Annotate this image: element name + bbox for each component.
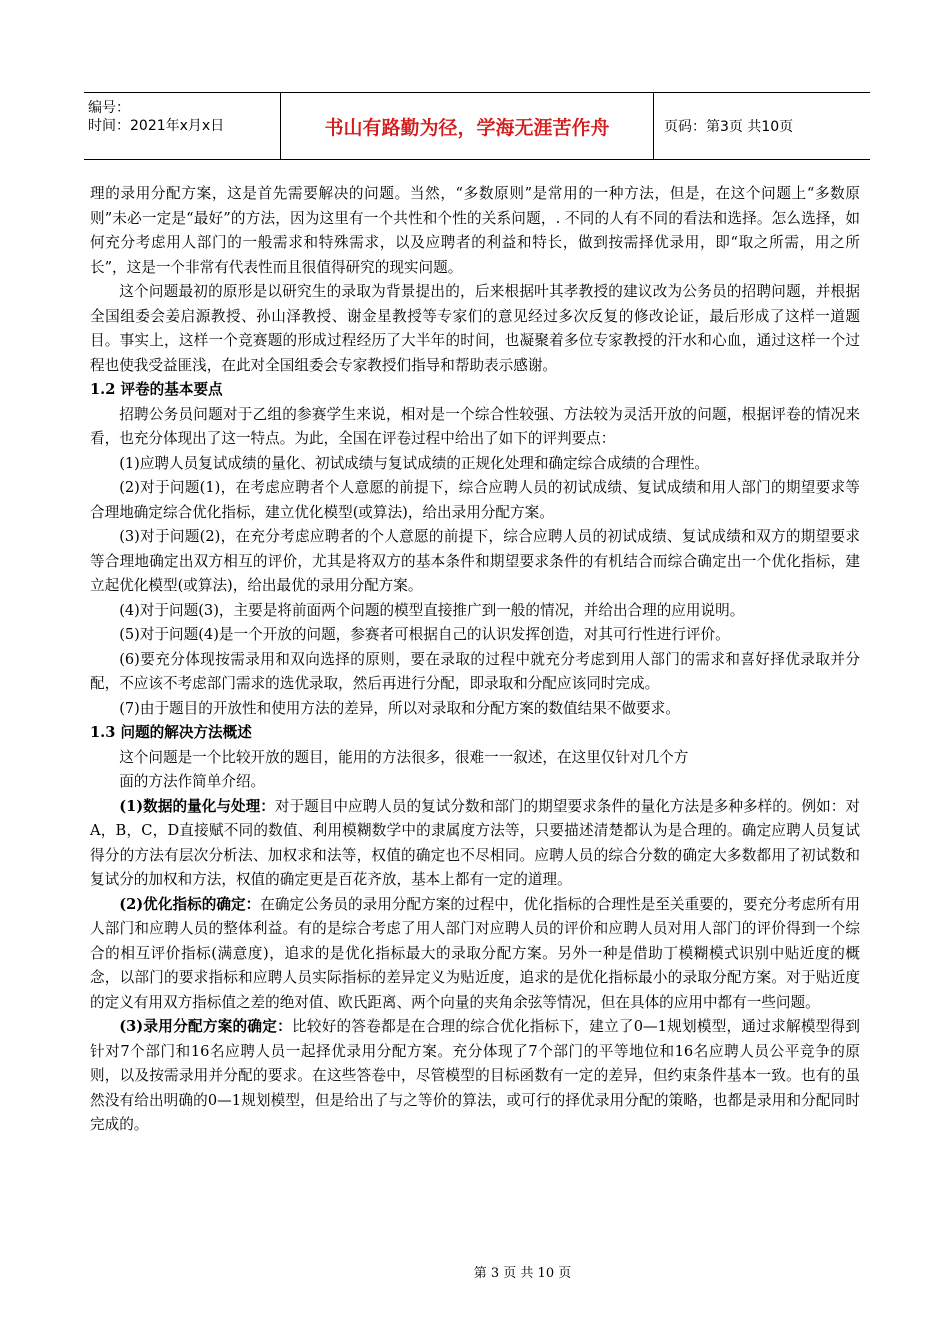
document-body	[90, 182, 860, 1138]
header-page-info: 页码：第3页 共10页	[664, 119, 794, 135]
body-paragraph: (4)对于问题(3)，主要是将前面两个问题的模型直接推广到一般的情况，并给出合理的应用说明。	[119, 601, 745, 619]
header-info	[84, 93, 280, 159]
body-paragraph: (3)对于问题(2)，在充分考虑应聘者的个人意愿的前提下，综合应聘人员的初试成绩、复试成绩和双方的期望要求等合理地确定出双方相互的评价，尤其是将双方的基本条件和期望要求条件的有机结合而综合确定出一个优化指标，建立起优化模型(或算法)，给出最优的录用分配方案。	[90, 528, 860, 594]
paragraph-lead: (3)录用分配方案的确定：	[119, 1018, 292, 1035]
paragraph-lead: (1)数据的量化与处理：	[119, 797, 275, 815]
body-paragraph: 面的方法作简单介绍。	[119, 773, 266, 790]
paragraph-text: 对于题目中应聘人员的复试分数和部门的期望要求条件的量化方法是多种多样的。例如：对A，B，C，D直接赋不同的数值、利用模糊数学中的隶属度方法等，只要描述清楚都认为是合理的。确定应聘人员复试得分的方法有层次分析法、加权求和法等，权值的确定也不尽相同。应聘人员的综合分数的确定大多数都用了初试数和复试分的加权和方法，权值的确定更是百花齐放，基本上都有一定的道理。	[90, 797, 860, 888]
date-line: 时间：2021年x月x日	[88, 118, 225, 134]
body-paragraph: 招聘公务员问题对于乙组的参赛学生来说，相对是一个综合性较强、方法较为灵活开放的问题，根据评卷的情况来看，也充分体现出了这一特点。为此，全国在评卷过程中给出了如下的评判要点：	[90, 405, 860, 447]
body-paragraph: 这个问题最初的原形是以研究生的录取为背景提出的，后来根据叶其孝教授的建议改为公务员的招聘问题，并根据全国组委会姜启源教授、孙山泽教授、谢金星教授等专家们的意见经过多次反复的修改论证，最后形成了这样一道题目。事实上，这样一个竞赛题的形成过程经历了大半年的时间，也凝聚着多位专家教授的汗水和心血，通过这样一个过程也使我受益匪浅，在此对全国组委会专家教授们指导和帮助表示感谢。	[90, 283, 860, 374]
body-paragraph: 这个问题是一个比较开放的题目，能用的方法很多，很难一一叙述，在这里仅针对几个方	[119, 748, 689, 766]
section-heading: 1.2 评卷的基本要点	[90, 381, 223, 398]
paragraph-text: 比较好的答卷都是在合理的综合优化指标下，建立了0—1规划模型，通过求解模型得到针对7个部门和16名应聘人员一起择优录用分配方案。充分体现了7个部门的平等地位和16名应聘人员公平竞争的原则，以及按需录用并分配的要求。在这些答卷中，尽管模型的目标函数有一定的差异，但约束条件基本一致。也有的虽然没有给出明确的0—1规划模型，但是给出了与之等价的算法，或可行的择优录用分配的策略，也都是录用和分配同时完成的。	[90, 1018, 860, 1133]
body-paragraph: (6)要充分体现按需录用和双向选择的原则，要在录取的过程中就充分考虑到用人部门的需求和喜好择优录取并分配，不应该不考虑部门需求的选优录取，然后再进行分配，即录取和分配应该同时完成。	[90, 650, 860, 692]
body-paragraph: (2)对于问题(1)，在考虑应聘者个人意愿的前提下，综合应聘人员的初试成绩、复试成绩和用人部门的期望要求等合理地确定综合优化指标，建立优化模型(或算法)，给出录用分配方案。	[90, 479, 860, 521]
page-header	[84, 92, 870, 160]
header-motto: 书山有路勤为径，学海无涯苦作舟	[280, 93, 654, 159]
body-paragraph: (1)应聘人员复试成绩的量化、初试成绩与复试成绩的正规化处理和确定综合成绩的合理性。	[119, 454, 710, 472]
body-paragraph: (5)对于问题(4)是一个开放的问题，参赛者可根据自己的认识发挥创造，对其可行性进行评价。	[119, 626, 730, 643]
id-label: 编号：	[88, 100, 130, 116]
paragraph-lead: (2)优化指标的确定：	[119, 895, 261, 913]
body-paragraph	[90, 893, 860, 1016]
body-paragraph	[90, 795, 860, 893]
footer-page-number: 第 3 页 共 10 页	[473, 1266, 572, 1281]
paragraph-text: 在确定公务员的录用分配方案的过程中，优化指标的合理性是至关重要的，要充分考虑所有用人部门和应聘人员的整体利益。有的是综合考虑了用人部门对应聘人员的评价和应聘人员对用人部门的评价得到一个综合的相互评价指标(满意度)，追求的是优化指标最大的录取分配方案。另外一种是借助丁模糊模式识别中贴近度的概念，以部门的要求指标和应聘人员实际指标的差异定义为贴近度，追求的是优化指标最小的录取分配方案。对于贴近度的定义有用双方指标值之差的绝对值、欧氏距离、两个向量的夹角余弦等情况，但在具体的应用中都有一些问题。	[90, 895, 860, 1011]
page-footer	[0, 1262, 950, 1281]
body-paragraph: (7)由于题目的开放性和使用方法的差异，所以对录取和分配方案的数值结果不做要求。	[119, 699, 680, 717]
section-heading: 1.3 问题的解决方法概述	[90, 724, 252, 741]
body-paragraph: 理的录用分配方案，这是首先需要解决的问题。当然，“多数原则”是常用的一种方法，但是，在这个问题上“多数原则”未必一定是“最好”的方法，因为这里有一个共性和个性的关系问题，. 不同的人有不同的看法和选择。怎么选择，如何充分考虑用人部门的一般需求和特殊需求，以及应聘者的利益和特长，做到按需择优录用，即“取之所需，用之所长”，这是一个非常有代表性而且很值得研究的现实问题。	[90, 185, 860, 276]
body-paragraph	[90, 1015, 860, 1138]
